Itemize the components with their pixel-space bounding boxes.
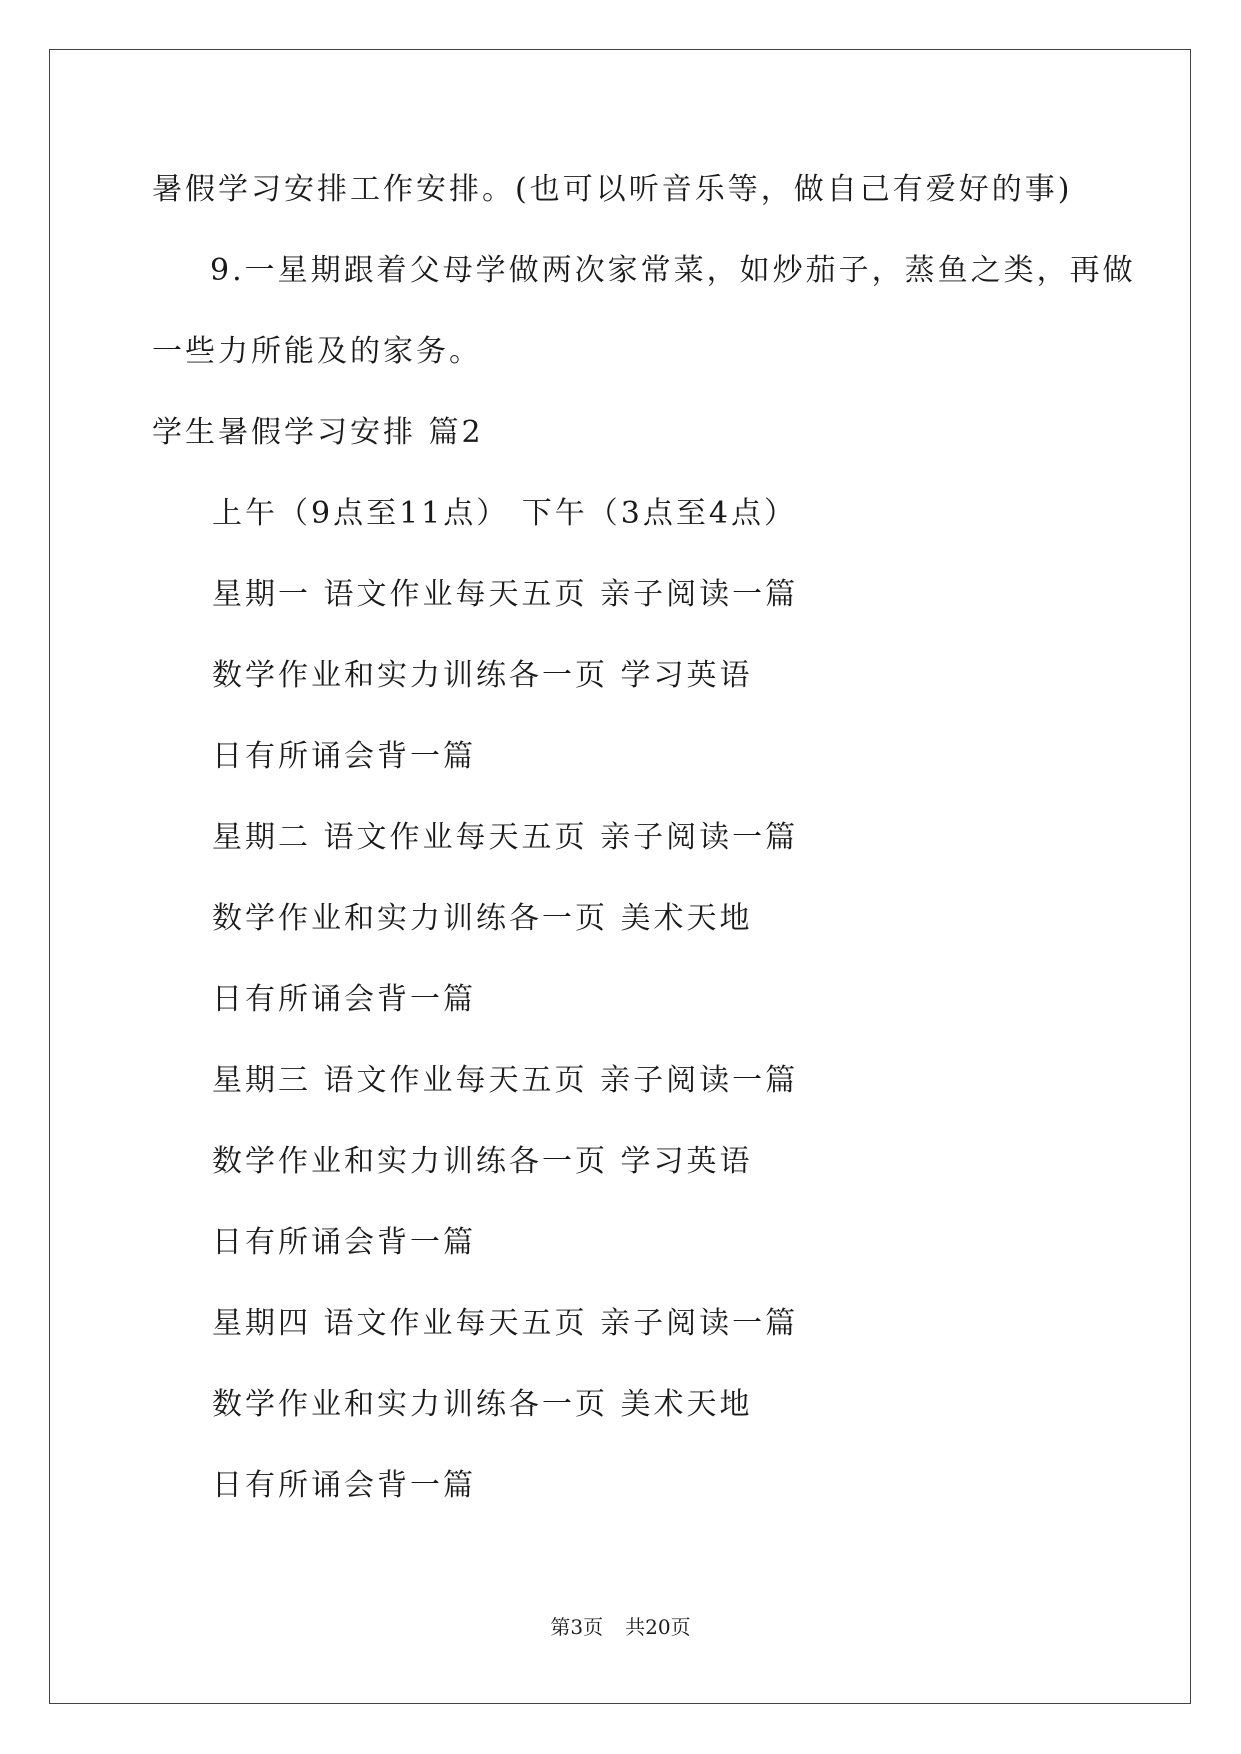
schedule-line: 日有所诵会背一篇 [212,1225,476,1260]
schedule-line: 星期一 语文作业每天五页 亲子阅读一篇 [212,577,799,612]
schedule-line: 星期四 语文作业每天五页 亲子阅读一篇 [212,1306,799,1341]
schedule-line: 数学作业和实力训练各一页 美术天地 [212,901,753,936]
schedule-line: 星期二 语文作业每天五页 亲子阅读一篇 [212,820,799,855]
schedule-line: 日有所诵会背一篇 [212,1468,476,1503]
page-footer [0,1614,1241,1640]
section-heading: 学生暑假学习安排 篇2 [152,415,484,450]
schedule-line: 数学作业和实力训练各一页 美术天地 [212,1387,753,1422]
schedule-line: 数学作业和实力训练各一页 学习英语 [212,658,753,693]
paragraph-line: 暑假学习安排工作安排。(也可以听音乐等，做自己有爱好的事) [152,172,1073,207]
paragraph-line: 9.一星期跟着父母学做两次家常菜，如炒茄子，蒸鱼之类，再做 [210,253,1136,288]
schedule-header: 上午（9点至11点） 下午（3点至4点） [212,496,797,531]
page-number: 第3页 [550,1615,604,1639]
page-border [49,49,1191,1704]
schedule-line: 日有所诵会背一篇 [212,982,476,1017]
schedule-line: 星期三 语文作业每天五页 亲子阅读一篇 [212,1063,799,1098]
schedule-line: 数学作业和实力训练各一页 学习英语 [212,1144,753,1179]
schedule-line: 日有所诵会背一篇 [212,739,476,774]
paragraph-line: 一些力所能及的家务。 [152,334,482,369]
page-total: 共20页 [625,1615,691,1639]
